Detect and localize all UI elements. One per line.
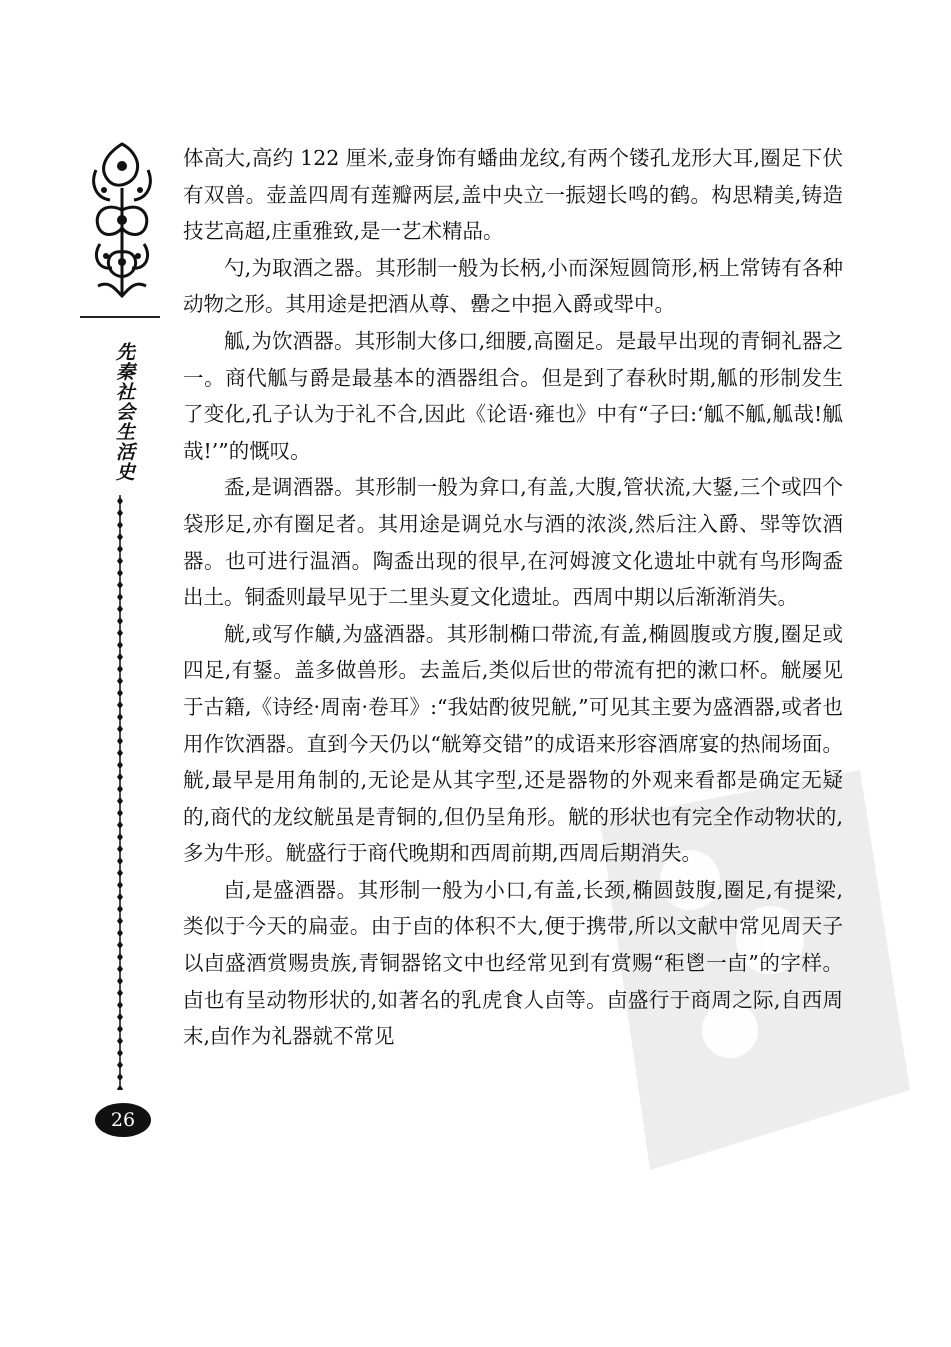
- divider-diamond: [117, 821, 123, 829]
- page-number: 26: [95, 1103, 151, 1137]
- divider-diamond: [117, 749, 123, 757]
- divider-diamond: [117, 1061, 123, 1069]
- paragraph: 勺,为取酒之器。其形制一般为长柄,小而深短圆筒形,柄上常铸有各种动物之形。其用途是把酒从尊、罍之中挹入爵或斝中。: [183, 255, 843, 317]
- divider-diamond: [117, 725, 123, 733]
- divider-diamond: [117, 677, 123, 685]
- paragraph: 卣,是盛酒器。其形制一般为小口,有盖,长颈,椭圆鼓腹,圈足,有提梁,类似于今天的扁壶。由于卣的体积不大,便于携带,所以文献中常见周天子以卣盛酒赏赐贵族,青铜器铭文中也经常见到有赏赐“秬鬯一卣”的字样。卣也有呈动物形状的,如著名的乳虎食人卣等。卣盛行于商周之际,自西周末,卣作为礼器就不常见: [183, 877, 843, 1049]
- divider-diamond: [117, 785, 123, 793]
- divider-diamond: [117, 1085, 123, 1090]
- dotted-divider: [109, 495, 131, 1090]
- divider-diamond: [117, 665, 123, 673]
- divider-diamond: [117, 857, 123, 865]
- divider-diamond: [117, 1001, 123, 1009]
- divider-diamond: [117, 593, 123, 601]
- paragraph: 觚,为饮酒器。其形制大侈口,细腰,高圈足。是最早出现的青铜礼器之一。商代觚与爵是最基本的酒器组合。但是到了春秋时期,觚的形制发生了变化,孔子认为于礼不合,因此《论语·雍也》中有“子曰:‘觚不觚,觚哉!觚哉!’”的慨叹。: [183, 328, 843, 463]
- divider-diamond: [117, 689, 123, 697]
- divider-diamond: [117, 917, 123, 925]
- divider-diamond: [117, 1037, 123, 1045]
- divider-diamond: [117, 617, 123, 625]
- divider-diamond: [117, 605, 123, 613]
- divider-diamond: [117, 977, 123, 985]
- divider-diamond: [117, 737, 123, 745]
- divider-diamond: [117, 929, 123, 937]
- running-title: 先秦社会生活史: [113, 342, 135, 482]
- divider-diamond: [117, 641, 123, 649]
- divider-diamond: [117, 953, 123, 961]
- divider-diamond: [117, 569, 123, 577]
- divider-diamond: [117, 881, 123, 889]
- divider-diamond: [117, 545, 123, 553]
- divider-diamond: [117, 1013, 123, 1021]
- paragraph: 体高大,高约 122 厘米,壶身饰有蟠曲龙纹,有两个镂孔龙形大耳,圈足下伏有双兽。壶盖四周有莲瓣两层,盖中央立一振翅长鸣的鹤。构思精美,铸造技艺高超,庄重雅致,是一艺术精品。: [183, 146, 843, 244]
- body-text: [183, 140, 843, 1055]
- divider-diamond: [117, 773, 123, 781]
- divider-diamond: [117, 905, 123, 913]
- divider-diamond: [117, 653, 123, 661]
- divider-diamond: [117, 521, 123, 529]
- divider-diamond: [117, 713, 123, 721]
- divider-diamond: [117, 533, 123, 541]
- divider-diamond: [117, 845, 123, 853]
- divider-diamond: [117, 833, 123, 841]
- divider-diamond: [117, 809, 123, 817]
- divider-diamond: [117, 1073, 123, 1081]
- divider-diamond: [117, 797, 123, 805]
- divider-diamond: [117, 629, 123, 637]
- divider-diamond: [117, 1049, 123, 1057]
- floral-ornament-icon: [86, 140, 158, 300]
- divider-diamond: [117, 761, 123, 769]
- divider-diamond: [117, 701, 123, 709]
- paragraph: 盉,是调酒器。其形制一般为弇口,有盖,大腹,管状流,大鋬,三个或四个袋形足,亦有圈足者。其用途是调兑水与酒的浓淡,然后注入爵、斝等饮酒器。也可进行温酒。陶盉出现的很早,在河姆渡文化遗址中就有鸟形陶盉出土。铜盉则最早见于二里头夏文化遗址。西周中期以后渐渐消失。: [183, 475, 843, 610]
- divider-diamond: [117, 557, 123, 565]
- paragraph: 觥,或写作觵,为盛酒器。其形制椭口带流,有盖,椭圆腹或方腹,圈足或四足,有鋬。盖多做兽形。去盖后,类似后世的带流有把的漱口杯。觥屡见于古籍,《诗经·周南·卷耳》:“我姑酌彼兕觥,”可见其主要为盛酒器,或者也用作饮酒器。直到今天仍以“觥筹交错”的成语来形容酒席宴的热闹场面。觥,最早是用角制的,无论是从其字型,还是器物的外观来看都是确定无疑的,商代的龙纹觥虽是青铜的,但仍呈角形。觥的形状也有完全作动物状的,多为牛形。觥盛行于商代晚期和西周前期,西周后期消失。: [183, 621, 843, 866]
- divider-diamond: [117, 989, 123, 997]
- divider-diamond: [117, 941, 123, 949]
- divider-diamond: [117, 497, 123, 505]
- divider-diamond: [117, 869, 123, 877]
- divider-diamond: [117, 581, 123, 589]
- divider-diamond: [117, 965, 123, 973]
- divider-diamond: [117, 509, 123, 517]
- divider-diamond: [117, 1025, 123, 1033]
- margin-rule: [80, 316, 160, 318]
- divider-diamond: [117, 893, 123, 901]
